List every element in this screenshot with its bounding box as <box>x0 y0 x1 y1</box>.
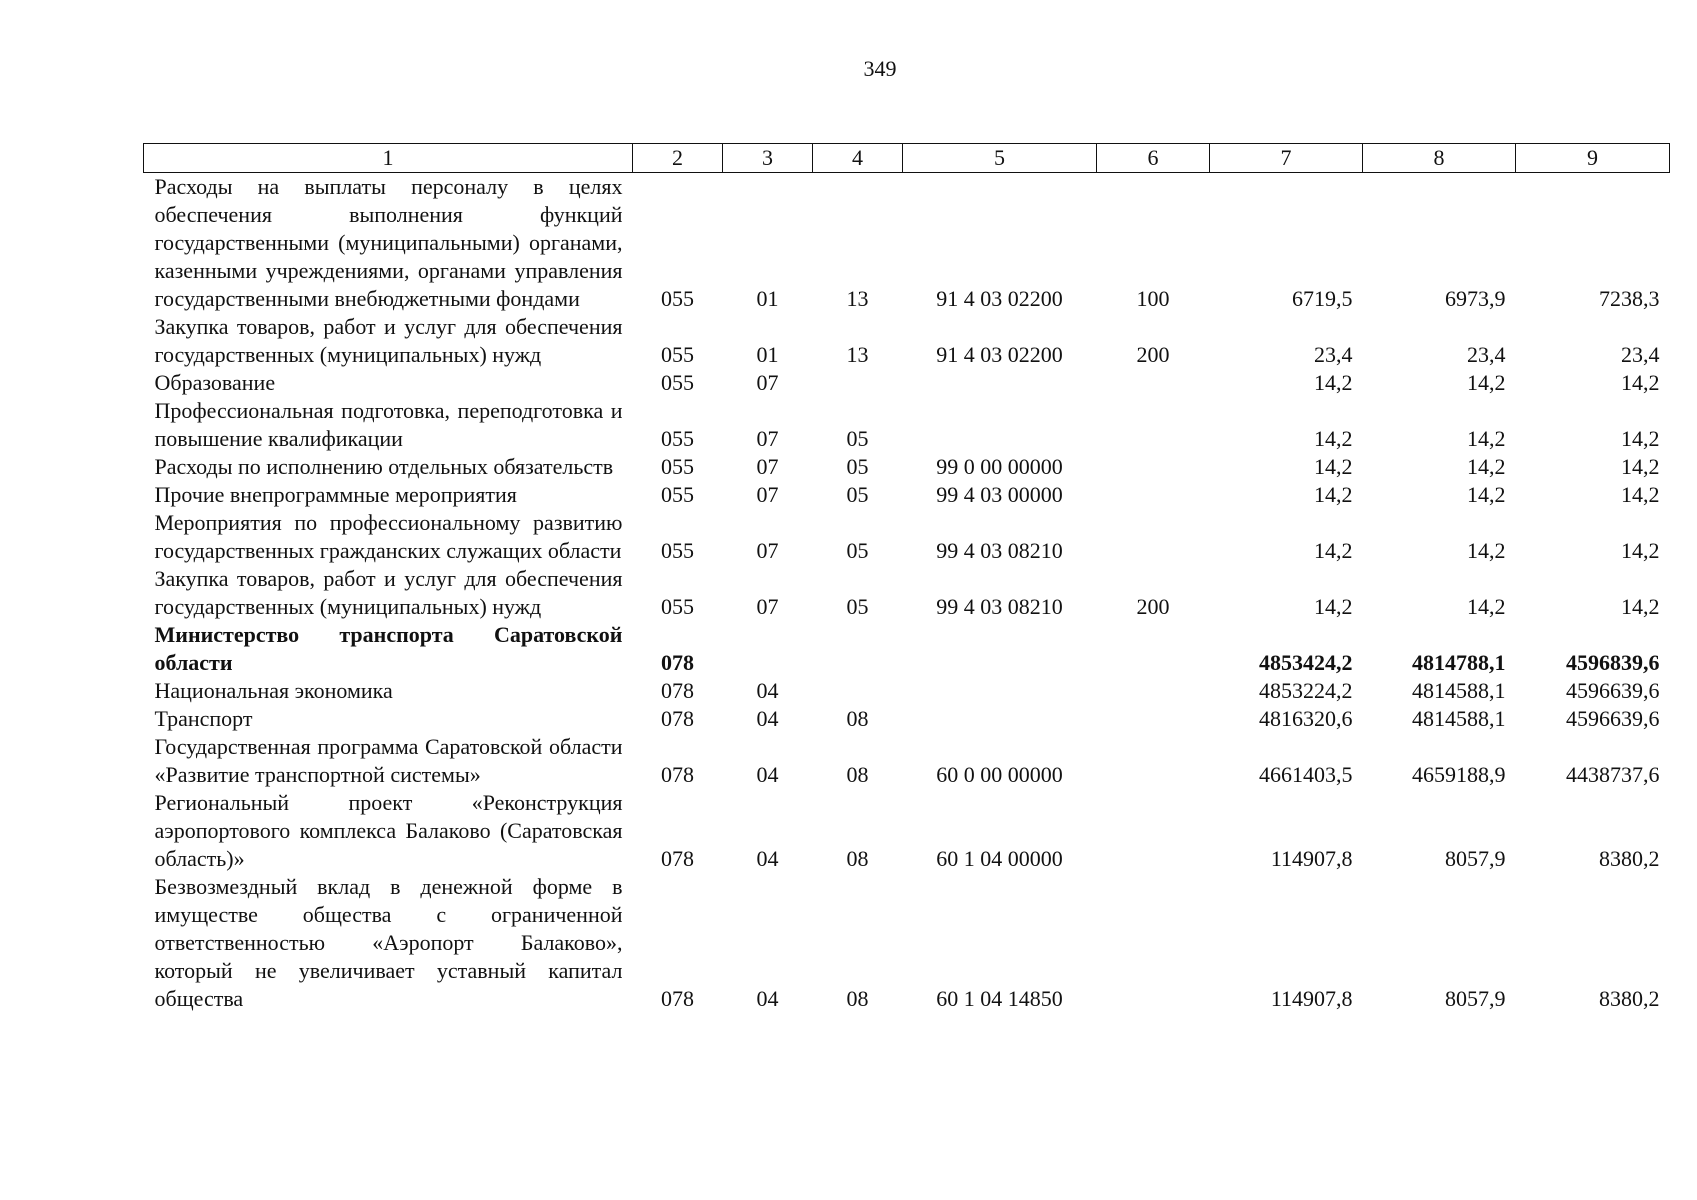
target-article-cell: 60 1 04 00000 <box>936 846 1063 871</box>
ministry-code-cell: 055 <box>661 482 694 507</box>
section-code-cell: 04 <box>756 986 779 1011</box>
ministry-code-cell: 078 <box>661 762 694 787</box>
target-article-cell: 99 0 00 00000 <box>936 454 1063 479</box>
target-article-cell: 91 4 03 02200 <box>936 286 1063 311</box>
target-article-cell <box>903 705 1097 733</box>
amount-year1-cell: 114907,8 <box>1270 986 1353 1011</box>
amount-year2-cell: 4814588,1 <box>1412 706 1506 731</box>
section-code-cell: 04 <box>756 762 779 787</box>
section-code-cell: 07 <box>756 454 779 479</box>
subsection-code-cell: 05 <box>846 426 869 451</box>
ministry-code-cell: 055 <box>661 454 694 479</box>
section-code-cell: 04 <box>756 678 779 703</box>
table-row <box>144 677 1670 705</box>
column-header: 2 <box>633 144 723 173</box>
section-code-cell: 07 <box>756 482 779 507</box>
amount-year1-cell: 14,2 <box>1314 426 1353 451</box>
amount-year1-cell: 6719,5 <box>1292 286 1353 311</box>
ministry-code-cell: 055 <box>661 286 694 311</box>
expense-type-cell <box>1097 453 1210 481</box>
expense-type-cell <box>1097 369 1210 397</box>
table-row <box>144 705 1670 733</box>
row-name-cell: Безвозмездный вклад в денежной форме в имуществе общества с ограниченной ответственностью «Аэропорт Балаково», который не увеличивает уставный капитал общества <box>154 874 623 1011</box>
section-code-cell: 01 <box>756 286 779 311</box>
amount-year3-cell: 14,2 <box>1621 370 1660 395</box>
column-header: 7 <box>1210 144 1363 173</box>
section-code-cell: 07 <box>756 370 779 395</box>
row-name-cell: Прочие внепрограммные мероприятия <box>154 482 517 507</box>
table-row <box>144 397 1670 453</box>
target-article-cell: 99 4 03 08210 <box>936 594 1063 619</box>
table-row <box>144 873 1670 1013</box>
amount-year1-cell: 4853224,2 <box>1259 678 1353 703</box>
amount-year2-cell: 8057,9 <box>1445 986 1506 1011</box>
row-name-cell: Региональный проект «Реконструкция аэропортового комплекса Балаково (Саратовская область)» <box>154 790 623 871</box>
table-row <box>144 565 1670 621</box>
target-article-cell: 60 0 00 00000 <box>936 762 1063 787</box>
budget-table <box>143 143 1670 1013</box>
row-name-cell: Национальная экономика <box>154 678 393 703</box>
row-name-cell: Расходы на выплаты персоналу в целях обеспечения выполнения функций государственными (муниципальными) органами, казенными учреждениями, органами управления государственными внебюджетными фондами <box>154 174 623 311</box>
target-article-cell <box>903 369 1097 397</box>
expense-type-cell <box>1097 705 1210 733</box>
target-article-cell <box>903 397 1097 453</box>
amount-year3-cell: 7238,3 <box>1599 286 1660 311</box>
amount-year3-cell: 8380,2 <box>1599 986 1660 1011</box>
ministry-code-cell: 055 <box>661 594 694 619</box>
subsection-code-cell <box>813 369 903 397</box>
ministry-code-cell: 055 <box>661 426 694 451</box>
target-article-cell: 91 4 03 02200 <box>936 342 1063 367</box>
amount-year2-cell: 6973,9 <box>1445 286 1506 311</box>
row-name-cell: Мероприятия по профессиональному развитию государственных гражданских служащих области <box>154 510 623 563</box>
target-article-cell: 99 4 03 00000 <box>936 482 1063 507</box>
amount-year1-cell: 23,4 <box>1314 342 1353 367</box>
row-name-cell: Закупка товаров, работ и услуг для обеспечения государственных (муниципальных) нужд <box>154 314 623 367</box>
target-article-cell <box>903 621 1097 677</box>
section-code-cell: 07 <box>756 594 779 619</box>
amount-year1-cell: 14,2 <box>1314 594 1353 619</box>
column-header: 9 <box>1516 144 1670 173</box>
table-row <box>144 509 1670 565</box>
target-article-cell: 99 4 03 08210 <box>936 538 1063 563</box>
amount-year2-cell: 8057,9 <box>1445 846 1506 871</box>
subsection-code-cell: 08 <box>846 706 869 731</box>
amount-year2-cell: 14,2 <box>1467 538 1506 563</box>
table-row <box>144 313 1670 369</box>
amount-year1-cell: 4661403,5 <box>1259 762 1353 787</box>
column-header: 3 <box>723 144 813 173</box>
ministry-code-cell: 055 <box>661 370 694 395</box>
amount-year1-cell: 14,2 <box>1314 370 1353 395</box>
table-row <box>144 369 1670 397</box>
target-article-cell: 60 1 04 14850 <box>936 986 1063 1011</box>
amount-year3-cell: 14,2 <box>1621 426 1660 451</box>
ministry-code-cell: 055 <box>661 342 694 367</box>
amount-year1-cell: 14,2 <box>1314 538 1353 563</box>
row-name-cell: Расходы по исполнению отдельных обязательств <box>154 454 614 479</box>
table-row <box>144 173 1670 314</box>
section-code-cell: 07 <box>756 538 779 563</box>
amount-year2-cell: 14,2 <box>1467 370 1506 395</box>
subsection-code-cell: 08 <box>846 846 869 871</box>
subsection-code-cell: 13 <box>846 286 869 311</box>
amount-year3-cell: 23,4 <box>1621 342 1660 367</box>
amount-year3-cell: 14,2 <box>1621 594 1660 619</box>
amount-year1-cell: 114907,8 <box>1270 846 1353 871</box>
table-row <box>144 733 1670 789</box>
expense-type-cell <box>1097 789 1210 873</box>
amount-year3-cell: 4438737,6 <box>1566 762 1660 787</box>
amount-year1-cell: 14,2 <box>1314 482 1353 507</box>
row-name-cell: Закупка товаров, работ и услуг для обеспечения государственных (муниципальных) нужд <box>154 566 623 619</box>
expense-type-cell <box>1097 481 1210 509</box>
subsection-code-cell: 05 <box>846 482 869 507</box>
column-header: 4 <box>813 144 903 173</box>
ministry-code-cell: 078 <box>661 706 694 731</box>
expense-type-cell <box>1097 873 1210 1013</box>
column-number-row <box>144 144 1670 173</box>
column-header: 8 <box>1363 144 1516 173</box>
amount-year1-cell: 4853424,2 <box>1259 650 1353 675</box>
amount-year2-cell: 14,2 <box>1467 594 1506 619</box>
amount-year1-cell: 14,2 <box>1314 454 1353 479</box>
subsection-code-cell <box>813 677 903 705</box>
subsection-code-cell: 13 <box>846 342 869 367</box>
table-row <box>144 453 1670 481</box>
subsection-code-cell: 08 <box>846 986 869 1011</box>
amount-year3-cell: 14,2 <box>1621 538 1660 563</box>
section-code-cell: 04 <box>756 846 779 871</box>
subsection-code-cell: 05 <box>846 454 869 479</box>
amount-year2-cell: 4814788,1 <box>1412 650 1506 675</box>
amount-year1-cell: 4816320,6 <box>1259 706 1353 731</box>
subsection-code-cell: 08 <box>846 762 869 787</box>
amount-year2-cell: 4814588,1 <box>1412 678 1506 703</box>
row-name-cell: Транспорт <box>154 706 253 731</box>
ministry-code-cell: 078 <box>661 986 694 1011</box>
amount-year2-cell: 14,2 <box>1467 482 1506 507</box>
section-code-cell: 07 <box>756 426 779 451</box>
amount-year2-cell: 14,2 <box>1467 454 1506 479</box>
table-row <box>144 789 1670 873</box>
subsection-code-cell: 05 <box>846 594 869 619</box>
page-number: 349 <box>863 56 897 81</box>
table-row <box>144 621 1670 677</box>
amount-year3-cell: 4596639,6 <box>1566 678 1660 703</box>
ministry-code-cell: 078 <box>661 678 694 703</box>
amount-year3-cell: 4596839,6 <box>1566 650 1660 675</box>
subsection-code-cell <box>813 621 903 677</box>
amount-year3-cell: 14,2 <box>1621 482 1660 507</box>
amount-year2-cell: 23,4 <box>1467 342 1506 367</box>
section-code-cell <box>723 621 813 677</box>
expense-type-cell: 200 <box>1136 594 1170 619</box>
amount-year3-cell: 4596639,6 <box>1566 706 1660 731</box>
expense-type-cell <box>1097 733 1210 789</box>
table-row <box>144 481 1670 509</box>
section-code-cell: 04 <box>756 706 779 731</box>
row-name-cell: Профессиональная подготовка, переподготовка и повышение квалификации <box>154 398 623 451</box>
expense-type-cell <box>1097 397 1210 453</box>
amount-year2-cell: 14,2 <box>1467 426 1506 451</box>
column-header: 5 <box>903 144 1097 173</box>
expense-type-cell <box>1097 677 1210 705</box>
expense-type-cell <box>1097 621 1210 677</box>
amount-year2-cell: 4659188,9 <box>1412 762 1506 787</box>
expense-type-cell <box>1097 509 1210 565</box>
row-name-cell: Министерство транспорта Саратовской области <box>154 622 623 675</box>
expense-type-cell: 200 <box>1136 342 1170 367</box>
row-name-cell: Образование <box>154 370 276 395</box>
subsection-code-cell: 05 <box>846 538 869 563</box>
column-header: 1 <box>144 144 633 173</box>
amount-year3-cell: 14,2 <box>1621 454 1660 479</box>
ministry-code-cell: 055 <box>661 538 694 563</box>
amount-year3-cell: 8380,2 <box>1599 846 1660 871</box>
row-name-cell: Государственная программа Саратовской области «Развитие транспортной системы» <box>154 734 623 787</box>
column-header: 6 <box>1097 144 1210 173</box>
target-article-cell <box>903 677 1097 705</box>
ministry-code-cell: 078 <box>661 846 694 871</box>
section-code-cell: 01 <box>756 342 779 367</box>
ministry-code-cell: 078 <box>661 650 694 675</box>
expense-type-cell: 100 <box>1136 286 1170 311</box>
